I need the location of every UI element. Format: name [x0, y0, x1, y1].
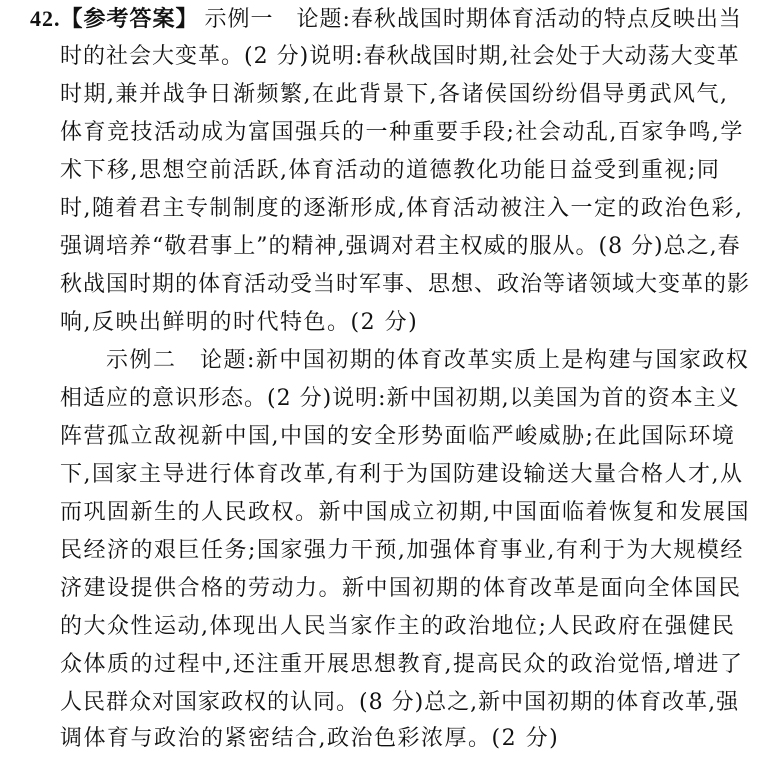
answer-line-14: 而巩固新生的人民政权。新中国成立初期,中国面临着恢复和发展国 [60, 500, 750, 525]
answer-line-2: 时的社会大变革。(2 分)说明:春秋战国时期,社会处于大动荡大变革 [60, 44, 740, 69]
answer-line-16: 济建设提供合格的劳动力。新中国初期的体育改革是面向全体国民 [60, 576, 742, 601]
answer-line-12: 阵营孤立敌视新中国,中国的安全形势面临严峻威胁;在此国际环境 [60, 424, 736, 449]
answer-line-10: 示例二 论题:新中国初期的体育改革实质上是构建与国家政权 [106, 348, 750, 373]
answer-line-9: 响,反映出鲜明的时代特色。(2 分) [60, 310, 419, 335]
answer-line-11: 相适应的意识形态。(2 分)说明:新中国初期,以美国为首的资本主义 [60, 386, 740, 411]
answer-line-7: 强调培养“敬君事上”的精神,强调对君主权威的服从。(8 分)总之,春 [60, 234, 741, 259]
answer-line-1 [30, 2, 742, 36]
answer-line-15: 民经济的艰巨任务;国家强力干预,加强体育事业,有利于为大规模经 [60, 538, 744, 563]
answer-line-19: 人民群众对国家政权的认同。(8 分)总之,新中国初期的体育改革,强 [60, 690, 740, 715]
answer-line-8: 秋战国时期的体育活动受当时军事、思想、政治等诸领域大变革的影 [60, 272, 751, 297]
answer-line-text: 示例一 论题:春秋战国时期体育活动的特点反映出当 [204, 7, 742, 32]
answer-header: 【参考答案】 [60, 6, 199, 32]
answer-line-3: 时期,兼并战争日渐频繁,在此背景下,各诸侯国纷纷倡导勇武风气, [60, 82, 729, 107]
answer-line-5: 术下移,思想空前活跃,体育活动的道德教化功能日益受到重视;同 [60, 158, 721, 183]
answer-line-17: 的大众性运动,体现出人民当家作主的政治地位;人民政府在强健民 [60, 614, 736, 639]
answer-line-13: 下,国家主导进行体育改革,有利于为国防建设输送大量合格人才,从 [60, 462, 744, 487]
answer-line-4: 体育竞技活动成为富国强兵的一种重要手段;社会动乱,百家争鸣,学 [60, 120, 744, 145]
answer-line-20: 调体育与政治的紧密结合,政治色彩浓厚。(2 分) [60, 726, 560, 751]
answer-line-6: 时,随着君主专制制度的逐渐形成,体育活动被注入一定的政治色彩, [60, 196, 744, 221]
answer-line-18: 众体质的过程中,还注重开展思想教育,提高民众的政治觉悟,增进了 [60, 652, 744, 677]
question-number: 42. [30, 6, 61, 31]
